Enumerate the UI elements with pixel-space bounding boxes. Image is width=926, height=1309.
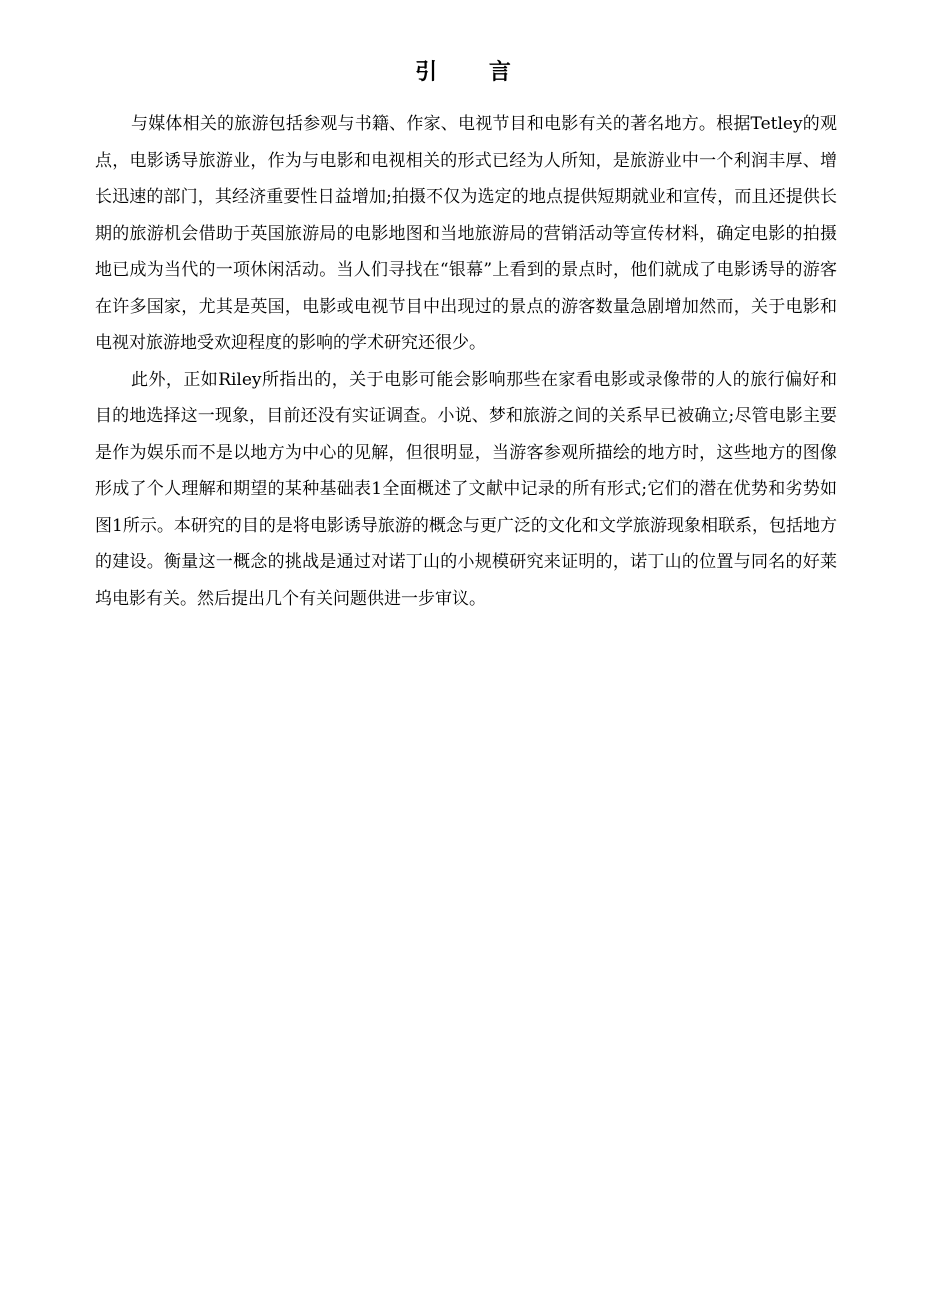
body-text bbox=[95, 106, 837, 617]
paragraph-2: 此外，正如Riley所指出的，关于电影可能会影响那些在家看电影或录像带的人的旅行偏好和目的地选择这一现象，目前还没有实证调查。小说、梦和旅游之间的关系早已被确立;尽管电影主要是作为娱乐而不是以地方为中心的见解，但很明显，当游客参观所描绘的地方时，这些地方的图像形成了个人理解和期望的某种基础表1全面概述了文献中记录的所有形式;它们的潜在优势和劣势如图1所示。本研究的目的是将电影诱导旅游的概念与更广泛的文化和文学旅游现象相联系，包括地方的建设。衡量这一概念的挑战是通过对诺丁山的小规模研究来证明的，诺丁山的位置与同名的好莱坞电影有关。然后提出几个有关问题供进一步审议。 bbox=[95, 369, 837, 609]
paragraph-1: 与媒体相关的旅游包括参观与书籍、作家、电视节目和电影有关的著名地方。根据Tetley的观点，电影诱导旅游业，作为与电影和电视相关的形式已经为人所知，是旅游业中一个利润丰厚、增长迅速的部门，其经济重要性日益增加;拍摄不仅为选定的地点提供短期就业和宣传，而且还提供长期的旅游机会借助于英国旅游局的电影地图和当地旅游局的营销活动等宣传材料，确定电影的拍摄地已成为当代的一项休闲活动。当人们寻找在“银幕”上看到的景点时，他们就成了电影诱导的游客在许多国家，尤其是英国，电影或电视节目中出现过的景点的游客数量急剧增加然而，关于电影和电视对旅游地受欢迎程度的影响的学术研究还很少。 bbox=[95, 114, 837, 353]
page-title: 引 言 bbox=[415, 60, 533, 85]
